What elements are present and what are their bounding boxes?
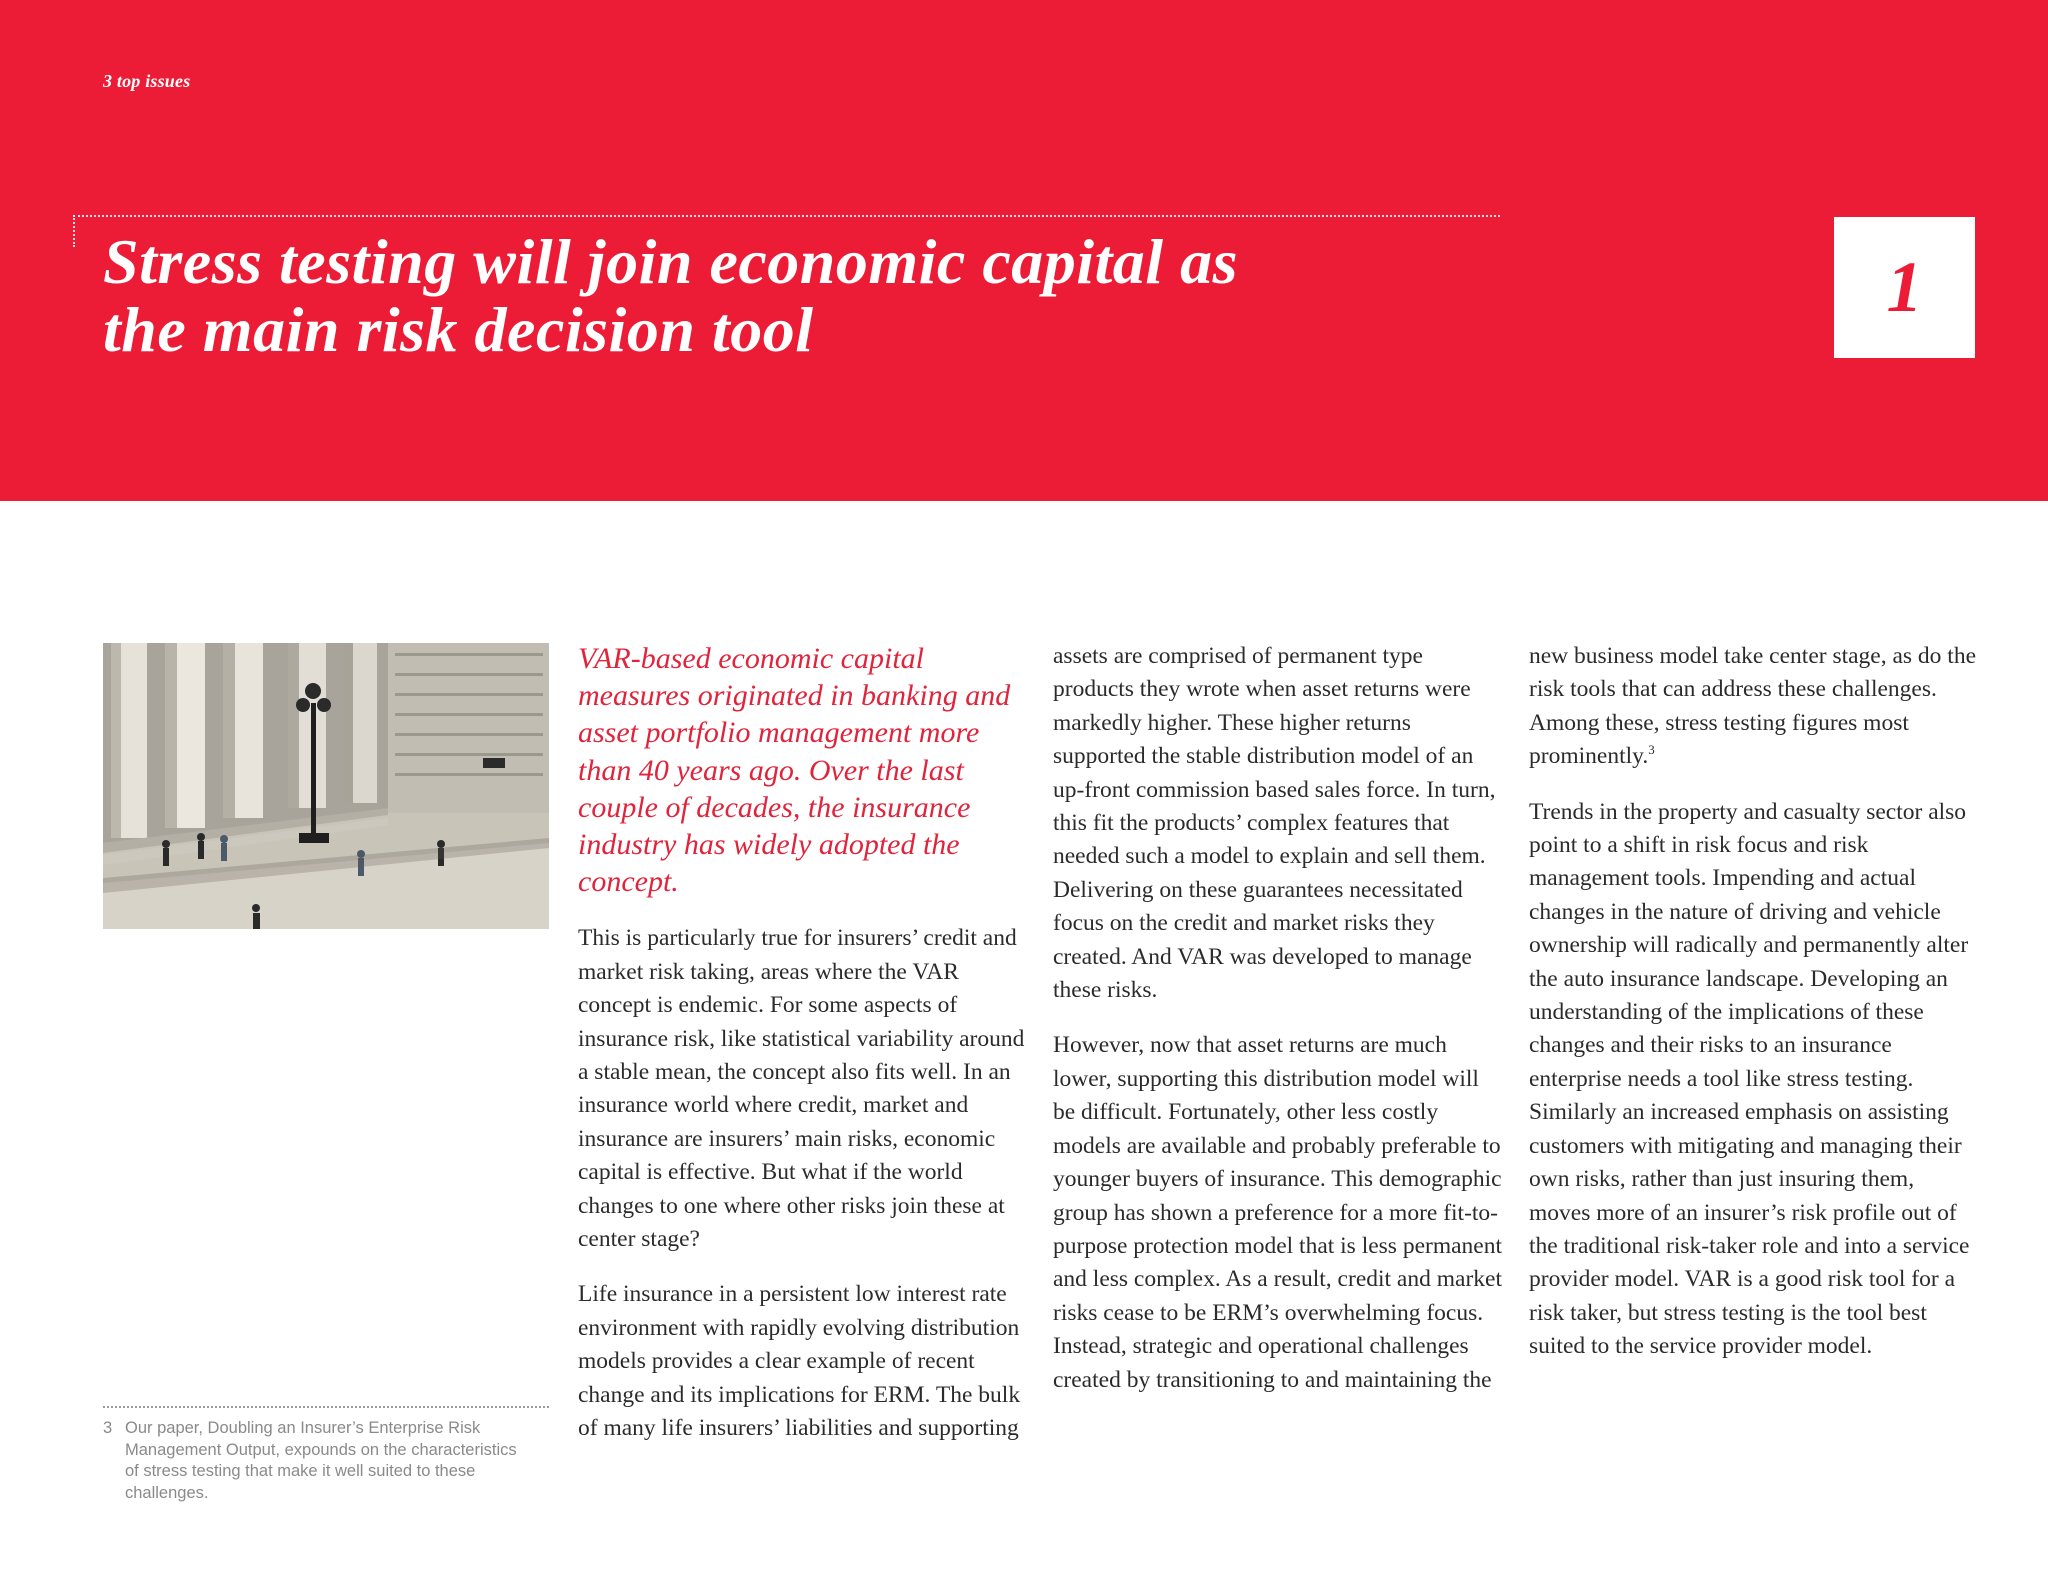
body-paragraph: Life insurance in a persistent low interest rate environment with rapidly evolving distribution models provides a clear example of recent change and its implications for ERM. The bulk of many life insurers’ liabilities and supporting xyxy=(578,1281,1021,1442)
pull-quote: VAR-based economic capital measures originated in banking and asset portfolio management more than 40 years ago. Over the last couple of decades, the insurance industry has widely adopted the concept. xyxy=(578,642,1011,899)
body-paragraph xyxy=(1529,640,1979,774)
body-column-1 xyxy=(578,640,1030,1468)
body-column-3 xyxy=(1529,640,1979,1386)
photo-illustration xyxy=(103,643,549,929)
footnote-reference: 3 xyxy=(1648,742,1655,758)
body-paragraph: Trends in the property and casualty sector also point to a shift in risk focus and risk management tools. Impending and actual changes in the nature of driving and vehicle ownership will radically and permanently alter the auto insurance landscape. Developing an understanding of the implications of these changes and their risks to an insurance enterprise needs a tool like stress testing. Similarly an increased emphasis on assisting customers with mitigating and managing their own risks, rather than just insuring them, moves more of an insurer’s risk profile out of the traditional risk-taker role and into a service provider model. VAR is a good risk tool for a risk taker, but stress testing is the tool best suited to the service provider model. xyxy=(1529,798,1970,1360)
footnote-rule xyxy=(103,1406,549,1408)
running-head: 3 top issues xyxy=(103,71,191,91)
issue-number: 1 xyxy=(1886,247,1923,327)
dotted-rule-horizontal xyxy=(73,215,1500,217)
footnote-text: Our paper, Doubling an Insurer’s Enterprise Risk Management Output, expounds on the characteristics of stress testing that make it well suited to these challenges. xyxy=(125,1419,517,1502)
page-title-line-2: the main risk decision tool xyxy=(103,294,814,365)
body-paragraph: However, now that asset returns are much lower, supporting this distribution model will be difficult. Fortunately, other less costly models are available and probably preferable to younger buyers of insurance. This demographic group has shown a preference for a more fit-to-purpose protection model that is less permanent and less complex. As a result, credit and market risks cease to be ERM’s overwhelming focus. Instead, strategic and operational challenges created by transitioning to and maintaining the xyxy=(1053,1032,1503,1393)
page-title-line-1: Stress testing will join economic capital as xyxy=(103,226,1238,297)
body-paragraph: This is particularly true for insurers’ credit and market risk taking, areas where the VAR concept is endemic. For some aspects of insurance risk, like statistical variability around a stable mean, the concept also fits well. In an insurance world where credit, market and insurance are insurers’ main risks, economic capital is effective. But what if the world changes to one where other risks join these at center stage? xyxy=(578,925,1025,1253)
body-column-2 xyxy=(1053,640,1505,1419)
bank-building-columns-photo xyxy=(103,643,549,929)
footnote xyxy=(103,1418,523,1504)
issue-number-badge xyxy=(1834,217,1975,358)
dotted-rule-vertical xyxy=(73,215,75,247)
body-paragraph: assets are comprised of permanent type products they wrote when asset returns were markedly higher. These higher returns supported the stable distribution model of an up-front commission based sales force. In turn, this fit the products’ complex features that needed such a model to explain and sell them. Delivering on these guarantees necessitated focus on the credit and market risks they created. And VAR was developed to manage these risks. xyxy=(1053,643,1496,1004)
header-banner xyxy=(0,0,2048,501)
footnote-number: 3 xyxy=(103,1419,113,1437)
page-title xyxy=(103,228,1523,364)
body-paragraph-text: new business model take center stage, as do the risk tools that can address these challenges. Among these, stress testing figures most prominently. xyxy=(1529,643,1977,770)
